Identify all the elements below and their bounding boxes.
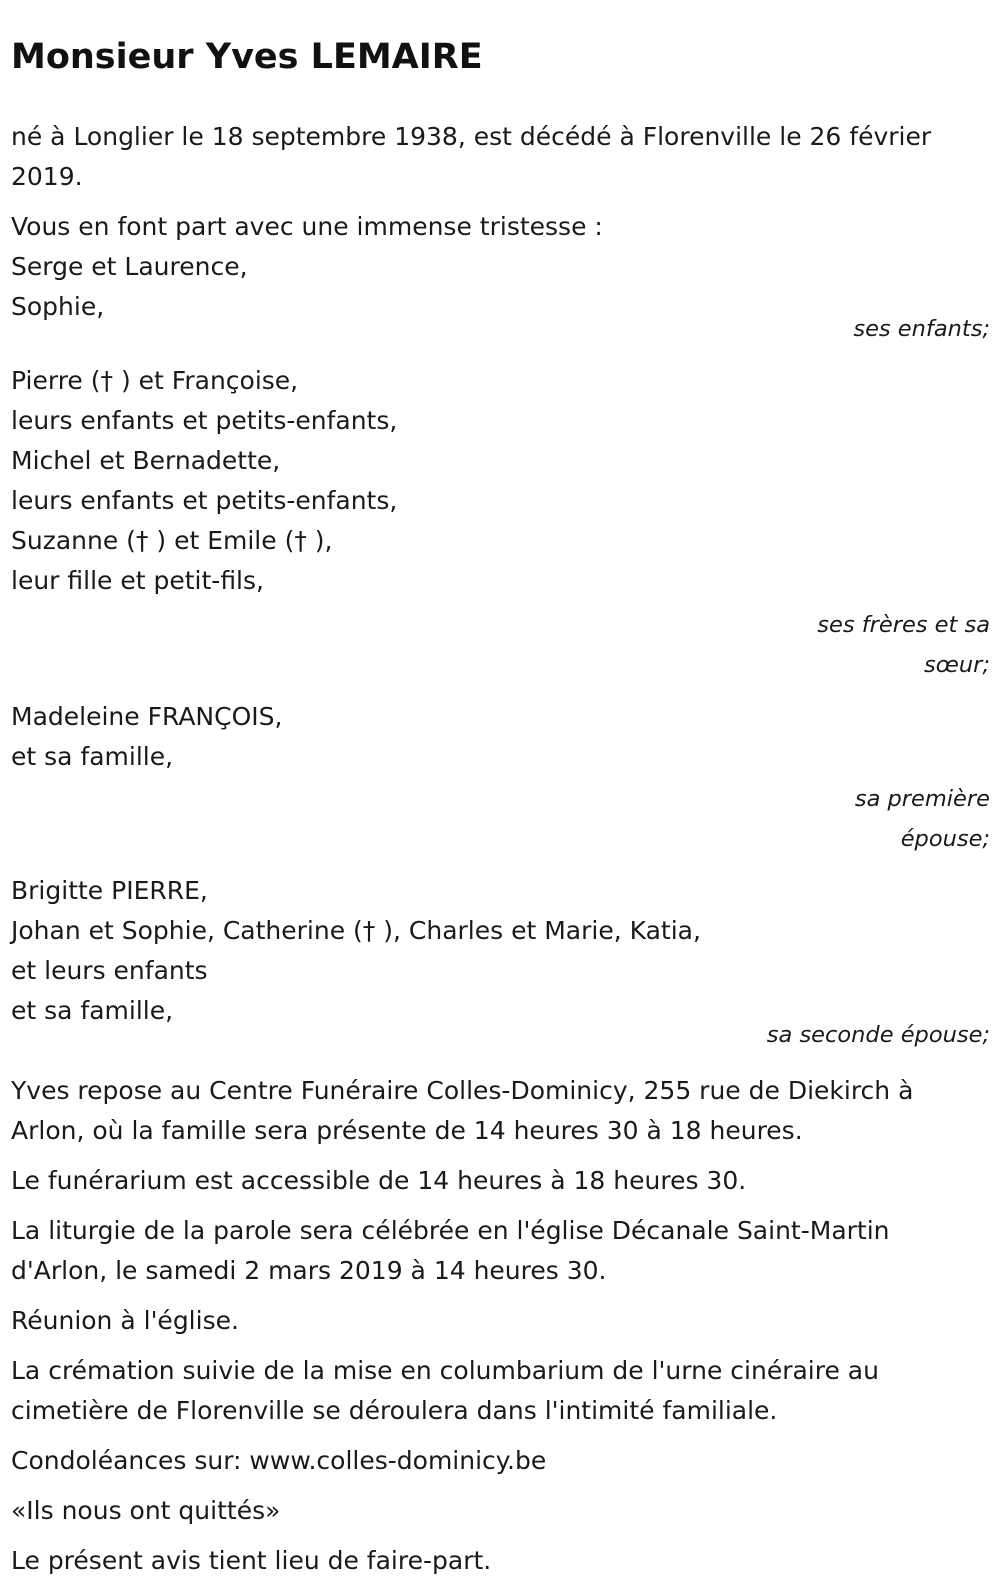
- family-line: et leurs enfants: [11, 956, 208, 985]
- family-line: Johan et Sophie, Catherine († ), Charles et Marie, Katia,: [11, 916, 701, 945]
- birth-death-statement: né à Longlier le 18 septembre 1938, est décédé à Florenville le 26 février 2019.: [11, 122, 932, 191]
- family-line: leur fille et petit-fils,: [11, 566, 264, 595]
- family-line: Serge et Laurence,: [11, 252, 248, 281]
- family-line: leurs enfants et petits-enfants,: [11, 486, 398, 515]
- family-line: et sa famille,: [11, 742, 174, 771]
- family-group-siblings: [11, 349, 990, 601]
- family-line: Michel et Bernadette,: [11, 446, 281, 475]
- family-line: Pierre († ) et Françoise,: [11, 366, 299, 395]
- family-line: Brigitte PIERRE,: [11, 876, 208, 905]
- family-line: et sa famille,: [11, 996, 174, 1025]
- relation-label-second-wife: sa seconde épouse;: [766, 1022, 990, 1048]
- condolences-notice: Condoléances sur: www.colles-dominicy.be: [11, 1446, 547, 1475]
- page-title: Monsieur Yves LEMAIRE: [11, 37, 483, 77]
- quote-notice: «Ils nous ont quittés»: [11, 1496, 281, 1525]
- family-line: leurs enfants et petits-enfants,: [11, 406, 398, 435]
- meeting-notice: Réunion à l'église.: [11, 1306, 239, 1335]
- relation-label-first-wife: sa première épouse;: [854, 786, 990, 852]
- family-line: Suzanne († ) et Emile († ),: [11, 526, 333, 555]
- family-group-second-wife: [11, 859, 990, 1031]
- liturgy-notice: La liturgie de la parole sera célébrée en l'église Décanale Saint-Martin d'Arlon, le samedi 2 mars 2019 à 14 heures 30.: [11, 1216, 890, 1285]
- wake-notice: Yves repose au Centre Funéraire Colles-Dominicy, 255 rue de Diekirch à Arlon, où la famille sera présente de 14 heures 30 à 18 heures.: [11, 1076, 914, 1145]
- announcement-line: Vous en font part avec une immense tristesse :: [11, 212, 603, 241]
- family-group-first-wife: [11, 685, 990, 777]
- relation-label-children: ses enfants;: [853, 316, 990, 342]
- faire-part-notice: Le présent avis tient lieu de faire-part.: [11, 1546, 492, 1575]
- family-line: Madeleine FRANÇOIS,: [11, 702, 283, 731]
- relation-label-siblings: ses frères et sa sœur;: [817, 612, 990, 678]
- funerarium-hours: Le funérarium est accessible de 14 heures à 18 heures 30.: [11, 1166, 747, 1195]
- family-line: Sophie,: [11, 292, 105, 321]
- cremation-notice: La crémation suivie de la mise en columbarium de l'urne cinéraire au cimetière de Florenville se déroulera dans l'intimité familiale.: [11, 1356, 879, 1425]
